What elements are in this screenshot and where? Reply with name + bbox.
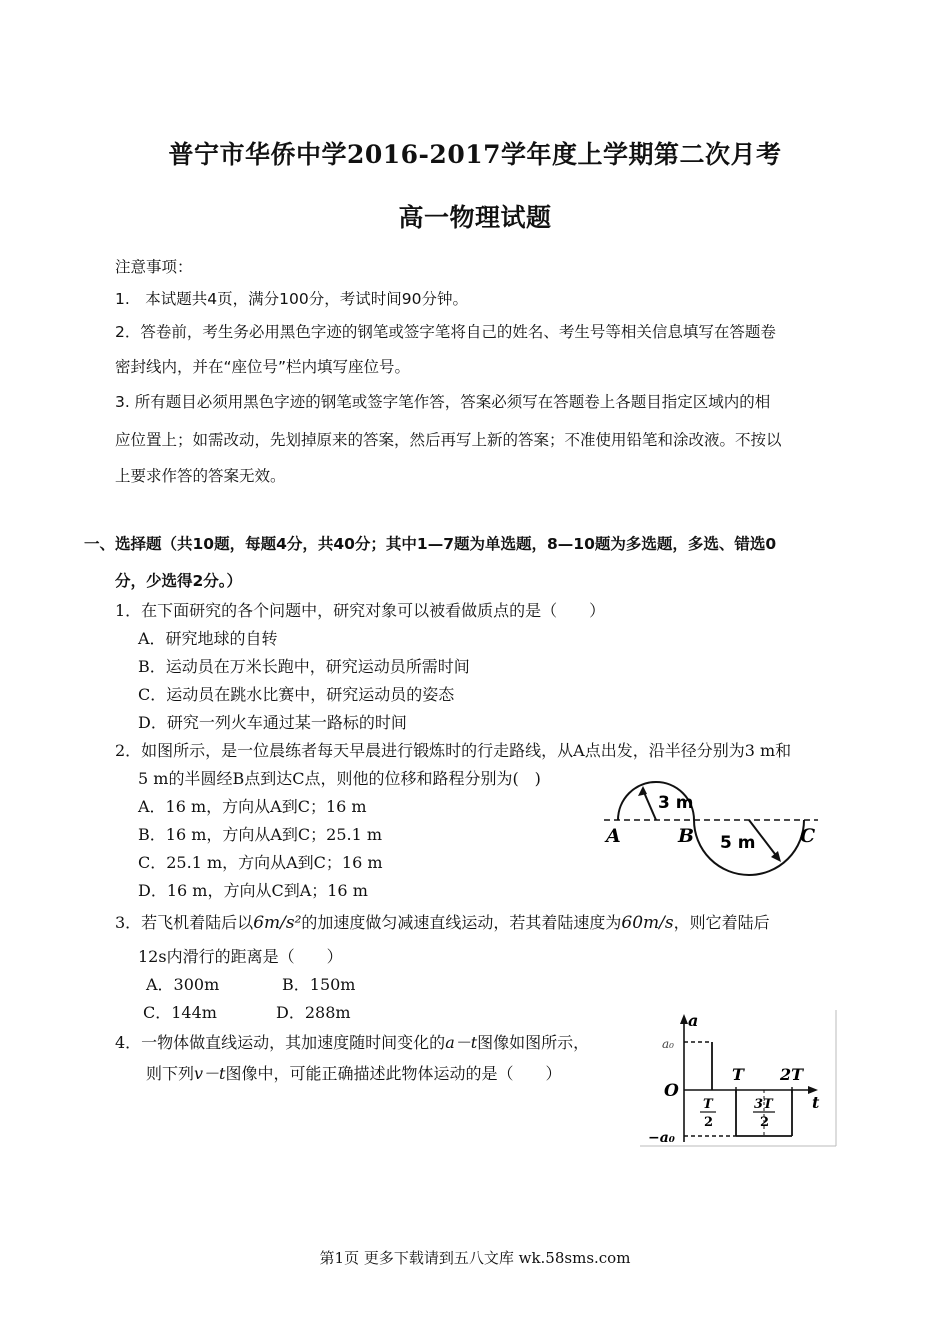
- q4-stem-part-2: 图像如图所示，: [477, 1033, 590, 1052]
- small-radius-label: 3 m: [658, 793, 694, 813]
- note-2-line-1: 2．答卷前，考生务必用黑色字迹的钢笔或签字笔将自己的姓名、考生号等相关信息填写在答题卷: [115, 323, 776, 341]
- q4-stem-line-2: [146, 1061, 562, 1084]
- q1-option-b: B．运动员在万米长跑中，研究运动员所需时间: [138, 657, 470, 676]
- q3-stem-line-2: 12s内滑行的距离是（ ）: [138, 947, 343, 966]
- t-label: T: [732, 1065, 744, 1084]
- t-axis-label: t: [812, 1093, 820, 1112]
- a-axis-label: a: [688, 1011, 699, 1030]
- large-radius-label: 5 m: [720, 833, 756, 853]
- q3-stem-part-3: ，则它着陆后: [673, 913, 770, 932]
- q1-option-a: A．研究地球的自转: [138, 629, 278, 648]
- a0-label: a₀: [662, 1037, 674, 1051]
- note-1: 1. 本试题共4页，满分100分，考试时间90分钟。: [115, 290, 468, 308]
- q4-stem-part-1: 4．一物体做直线运动，其加速度随时间变化的: [115, 1033, 446, 1052]
- q1-stem: 1．在下面研究的各个问题中，研究对象可以被看做质点的是（ ）: [115, 601, 606, 620]
- note-2-line-2: 密封线内，并在“座位号”栏内填写座位号。: [115, 358, 411, 376]
- q4-at-graph: [640, 1010, 838, 1148]
- q3-stem-part-1: 3．若飞机着陆后以: [115, 913, 254, 932]
- page-subtitle: 高一物理试题: [398, 203, 552, 232]
- q2-option-b: B．16 m，方向从A到C；25.1 m: [138, 825, 383, 844]
- q2-option-a: A．16 m，方向从A到C；16 m: [138, 797, 367, 816]
- half-t-denominator: 2: [704, 1115, 714, 1130]
- q3-option-a: A．300m: [146, 975, 220, 994]
- half-t-numerator: T: [703, 1097, 713, 1112]
- q3-option-d: D．288m: [276, 1003, 351, 1022]
- q4-at-symbol: a－t: [445, 1033, 478, 1052]
- note-3-line-2: 应位置上；如需改动，先划掉原来的答案，然后再写上新的答案；不准使用铅笔和涂改液。不按以: [115, 431, 782, 449]
- three-half-t-denominator: 2: [760, 1115, 770, 1130]
- note-3-line-3: 上要求作答的答案无效。: [115, 467, 286, 485]
- q2-stem-line-1: 2．如图所示，是一位晨练者每天早晨进行锻炼时的行走路线，从A点出发，沿半径分别为3 m和: [115, 741, 792, 760]
- q3-acceleration: 6m/s²: [253, 913, 302, 933]
- note-3-line-1: 3. 所有题目必须用黑色字迹的钢笔或签字笔作答，答案必须写在答题卷上各题目指定区域内的相: [115, 393, 771, 411]
- point-a-label: A: [606, 825, 621, 847]
- q1-option-c: C．运动员在跳水比赛中，研究运动员的姿态: [138, 685, 455, 704]
- origin-label: O: [664, 1081, 679, 1101]
- q2-path-figure: [600, 770, 830, 880]
- large-radius-arrowhead: [771, 851, 781, 862]
- three-half-t-numerator: 3T: [754, 1097, 773, 1112]
- q2-option-c: C．25.1 m，方向从A到C；16 m: [138, 853, 383, 872]
- q4-vt-symbol: v－t: [194, 1064, 226, 1083]
- q3-stem-line-1: [115, 910, 770, 933]
- q4-stem-line-1: [115, 1030, 589, 1053]
- point-c-label: C: [800, 825, 816, 847]
- notes-heading: 注意事项：: [115, 258, 193, 276]
- section-heading-line-2: 分，少选得2分。）: [115, 572, 243, 590]
- neg-a0-label: −a₀: [648, 1130, 675, 1146]
- section-heading-line-1: 一、选择题（共10题，每题4分，共40分；其中1—7题为单选题，8—10题为多选题，多选、错选0: [84, 535, 777, 553]
- q2-stem-line-2: 5 m的半圆经B点到达C点，则他的位移和路程分别为( ): [138, 769, 541, 788]
- page-title: 普宁市华侨中学2016-2017学年度上学期第二次月考: [168, 140, 782, 169]
- small-radius-arrow: [643, 790, 656, 820]
- q3-option-b: B．150m: [282, 975, 356, 994]
- point-b-label: B: [678, 825, 695, 847]
- q1-option-d: D．研究一列火车通过某一路标的时间: [138, 713, 407, 732]
- page-footer: 第1页 更多下载请到五八文库 wk.58sms.com: [319, 1249, 631, 1267]
- q4-stem-part-4: 图像中，可能正确描述此物体运动的是（ ）: [225, 1064, 562, 1083]
- q4-stem-part-3: 则下列: [146, 1064, 195, 1083]
- q3-option-c: C．144m: [143, 1003, 217, 1022]
- a-axis-arrowhead: [680, 1014, 688, 1024]
- q3-stem-part-2: 的加速度做匀减速直线运动，若其着陆速度为: [301, 913, 622, 932]
- q3-speed: 60m/s: [621, 913, 674, 933]
- two-t-label: 2T: [780, 1065, 804, 1084]
- q2-option-d: D．16 m，方向从C到A；16 m: [138, 881, 368, 900]
